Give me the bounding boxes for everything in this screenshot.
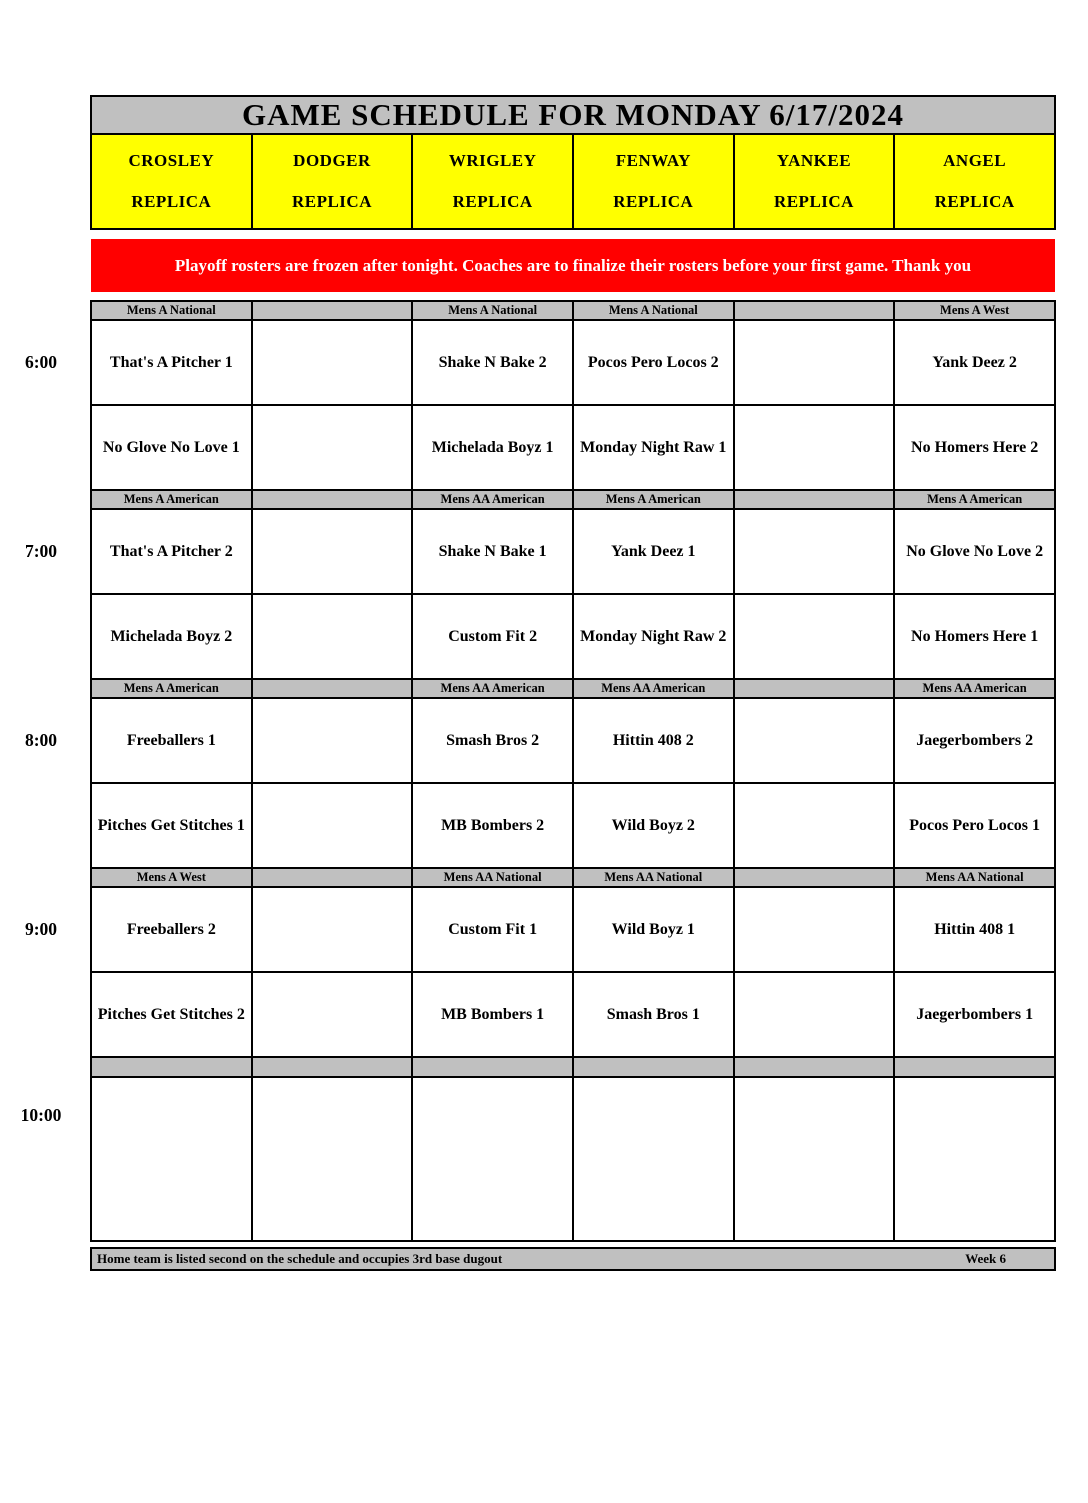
division-label: [91, 1057, 252, 1077]
margin-cell: [0, 972, 91, 1057]
visitor-team: Wild Boyz 1: [573, 887, 734, 972]
margin-cell: [0, 239, 91, 292]
division-label: Mens AA American: [412, 679, 573, 698]
home-team: [252, 594, 413, 679]
visitor-team: Jaegerbombers 2: [894, 698, 1055, 783]
division-label: [734, 490, 895, 509]
field-name: ANGEL: [943, 151, 1007, 170]
division-label: Mens AA National: [894, 868, 1055, 887]
spacer-row: [0, 1241, 1055, 1248]
margin-cell: [0, 405, 91, 490]
home-team: [252, 405, 413, 490]
visitor-team: [734, 320, 895, 405]
field-header-crosley: [91, 134, 252, 229]
field-name: DODGER: [293, 151, 371, 170]
division-label: [573, 1057, 734, 1077]
division-label: [252, 1057, 413, 1077]
margin-cell: [0, 96, 91, 134]
margin-cell: [0, 1248, 91, 1270]
empty-cell: [894, 1077, 1055, 1241]
home-team: [252, 972, 413, 1057]
division-label: [734, 1057, 895, 1077]
division-label: Mens AA National: [412, 868, 573, 887]
field-header-angel: [894, 134, 1055, 229]
empty-cell: [734, 1077, 895, 1241]
margin-cell: [0, 1057, 91, 1077]
visitor-team: Hittin 408 1: [894, 887, 1055, 972]
margin-cell: [0, 301, 91, 320]
visitor-team: [252, 698, 413, 783]
visitor-team: Custom Fit 1: [412, 887, 573, 972]
empty-game-row: [0, 1077, 1055, 1241]
field-header-dodger: [252, 134, 413, 229]
home-team: [252, 783, 413, 868]
field-name: WRIGLEY: [448, 151, 537, 170]
visitor-team: [734, 509, 895, 594]
home-team: Pocos Pero Locos 1: [894, 783, 1055, 868]
field-header-fenway: [573, 134, 734, 229]
visitor-team: [734, 698, 895, 783]
game-schedule-table: [0, 95, 1056, 1271]
field-type: REPLICA: [131, 192, 212, 211]
empty-cell: [252, 1077, 413, 1241]
division-label: Mens AA American: [573, 679, 734, 698]
field-type: REPLICA: [613, 192, 694, 211]
visitor-row: [0, 509, 1055, 594]
home-row: [0, 783, 1055, 868]
division-label: Mens AA National: [573, 868, 734, 887]
division-row: [0, 490, 1055, 509]
division-label: Mens A West: [91, 868, 252, 887]
week-label: Week 6: [965, 1251, 1006, 1266]
home-row: [0, 972, 1055, 1057]
division-label: [412, 1057, 573, 1077]
spacer-row: [0, 292, 1055, 301]
division-row: [0, 679, 1055, 698]
visitor-team: Yank Deez 1: [573, 509, 734, 594]
home-team: Michelada Boyz 1: [412, 405, 573, 490]
visitor-team: Hittin 408 2: [573, 698, 734, 783]
division-label: Mens AA American: [894, 679, 1055, 698]
division-label: [734, 301, 895, 320]
field-name: CROSLEY: [128, 151, 215, 170]
visitor-team: Yank Deez 2: [894, 320, 1055, 405]
division-label: Mens A American: [91, 490, 252, 509]
division-label: [252, 490, 413, 509]
home-team: Wild Boyz 2: [573, 783, 734, 868]
margin-cell: [0, 679, 91, 698]
division-row: [0, 1057, 1055, 1077]
margin-cell: [0, 490, 91, 509]
footer-row: [0, 1248, 1055, 1270]
margin-cell: [0, 594, 91, 679]
division-label: [734, 679, 895, 698]
empty-cell: [573, 1077, 734, 1241]
page-title: GAME SCHEDULE FOR MONDAY 6/17/2024: [91, 96, 1055, 134]
visitor-team: [252, 320, 413, 405]
home-team: [734, 594, 895, 679]
spacer-row: [0, 229, 1055, 239]
field-type: REPLICA: [773, 192, 854, 211]
home-team: [734, 783, 895, 868]
field-header-row: [0, 134, 1055, 229]
home-team: MB Bombers 2: [412, 783, 573, 868]
home-team: [734, 972, 895, 1057]
home-team: Michelada Boyz 2: [91, 594, 252, 679]
empty-cell: [91, 1077, 252, 1241]
home-team: No Homers Here 1: [894, 594, 1055, 679]
division-label: Mens A National: [91, 301, 252, 320]
visitor-team: Shake N Bake 1: [412, 509, 573, 594]
division-label: [252, 868, 413, 887]
footer-note: Home team is listed second on the schedule and occupies 3rd base dugout: [97, 1251, 503, 1266]
visitor-row: [0, 698, 1055, 783]
field-name: YANKEE: [776, 151, 852, 170]
division-row: [0, 868, 1055, 887]
field-type: REPLICA: [934, 192, 1015, 211]
home-row: [0, 594, 1055, 679]
field-type: REPLICA: [291, 192, 372, 211]
footer-bar: [91, 1248, 1055, 1270]
home-team: [734, 405, 895, 490]
division-label: Mens A National: [412, 301, 573, 320]
division-label: [734, 868, 895, 887]
visitor-team: Shake N Bake 2: [412, 320, 573, 405]
home-row: [0, 405, 1055, 490]
margin-cell: [0, 868, 91, 887]
time-label: 8:00: [0, 698, 91, 783]
division-label: Mens A West: [894, 301, 1055, 320]
visitor-team: That's A Pitcher 2: [91, 509, 252, 594]
field-header-wrigley: [412, 134, 573, 229]
time-label: 7:00: [0, 509, 91, 594]
home-team: Custom Fit 2: [412, 594, 573, 679]
visitor-team: [252, 887, 413, 972]
home-team: No Homers Here 2: [894, 405, 1055, 490]
visitor-team: Freeballers 1: [91, 698, 252, 783]
title-row: [0, 96, 1055, 134]
empty-cell: [412, 1077, 573, 1241]
visitor-team: Smash Bros 2: [412, 698, 573, 783]
division-label: [252, 679, 413, 698]
home-team: Pitches Get Stitches 2: [91, 972, 252, 1057]
visitor-team: [252, 509, 413, 594]
time-label: 10:00: [0, 1077, 91, 1241]
time-label: 9:00: [0, 887, 91, 972]
visitor-team: That's A Pitcher 1: [91, 320, 252, 405]
notice-row: [0, 239, 1055, 292]
notice-banner: Playoff rosters are frozen after tonight. Coaches are to finalize their rosters before your first game. Thank you: [91, 239, 1055, 292]
division-label: Mens A American: [573, 490, 734, 509]
visitor-team: No Glove No Love 2: [894, 509, 1055, 594]
division-label: [894, 1057, 1055, 1077]
field-header-yankee: [734, 134, 895, 229]
visitor-team: [734, 887, 895, 972]
home-team: Pitches Get Stitches 1: [91, 783, 252, 868]
division-row: [0, 301, 1055, 320]
division-label: Mens A American: [894, 490, 1055, 509]
field-type: REPLICA: [452, 192, 533, 211]
home-team: Monday Night Raw 2: [573, 594, 734, 679]
division-label: Mens A American: [91, 679, 252, 698]
home-team: No Glove No Love 1: [91, 405, 252, 490]
home-team: Jaegerbombers 1: [894, 972, 1055, 1057]
margin-cell: [0, 134, 91, 229]
division-label: Mens AA American: [412, 490, 573, 509]
home-team: Smash Bros 1: [573, 972, 734, 1057]
home-team: Monday Night Raw 1: [573, 405, 734, 490]
field-name: FENWAY: [615, 151, 691, 170]
visitor-row: [0, 320, 1055, 405]
visitor-row: [0, 887, 1055, 972]
division-label: Mens A National: [573, 301, 734, 320]
visitor-team: Pocos Pero Locos 2: [573, 320, 734, 405]
margin-cell: [0, 783, 91, 868]
home-team: MB Bombers 1: [412, 972, 573, 1057]
division-label: [252, 301, 413, 320]
visitor-team: Freeballers 2: [91, 887, 252, 972]
time-label: 6:00: [0, 320, 91, 405]
